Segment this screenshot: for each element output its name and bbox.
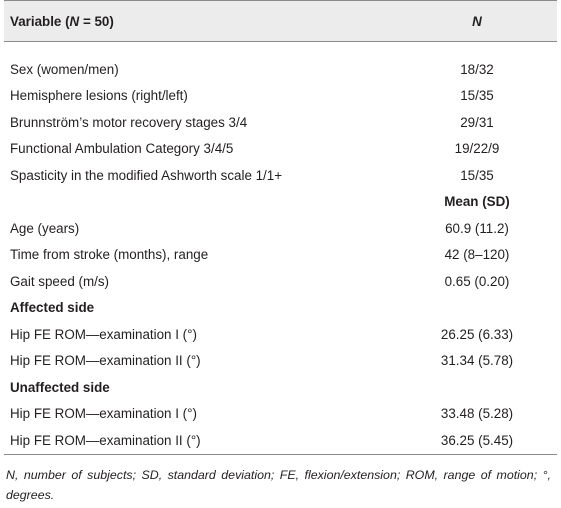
- row-label: Hip FE ROM—examination II (°): [10, 353, 201, 369]
- row-label: Hip FE ROM—examination I (°): [10, 326, 197, 342]
- demographics-table: [4, 0, 557, 455]
- n-column-header: [397, 1, 557, 42]
- table-row: [4, 427, 557, 454]
- variable-header-n: N: [69, 13, 80, 29]
- table-row: [4, 109, 557, 136]
- row-value: 15/35: [460, 167, 494, 183]
- variable-column-header: [4, 1, 397, 42]
- section-header-row: [4, 295, 557, 322]
- row-label: Time from stroke (months), range: [10, 247, 209, 263]
- row-value: 60.9 (11.2): [445, 220, 509, 236]
- row-value: 15/35: [460, 88, 494, 104]
- row-value: 31.34 (5.78): [440, 353, 514, 369]
- table-row: [4, 268, 557, 295]
- mean-sd-header: Mean (SD): [444, 194, 510, 210]
- table-row: [4, 215, 557, 242]
- mean-header-row: [4, 189, 557, 216]
- table-row: [4, 56, 557, 83]
- row-label: Hip FE ROM—examination II (°): [10, 432, 201, 448]
- table-row: [4, 321, 557, 348]
- table-row: [4, 348, 557, 375]
- row-value: 18/32: [460, 61, 494, 77]
- row-value: 26.25 (6.33): [440, 326, 514, 342]
- section-header-row: [4, 374, 557, 401]
- table-row: [4, 83, 557, 110]
- affected-side-heading: Affected side: [10, 300, 95, 316]
- row-value: 33.48 (5.28): [440, 406, 514, 422]
- variable-header-text: Variable (: [10, 13, 70, 29]
- n-header-text: N: [472, 13, 482, 29]
- table-row: [4, 242, 557, 269]
- table-row: [4, 136, 557, 163]
- row-value: 19/22/9: [454, 141, 500, 157]
- table-footnote: N, number of subjects; SD, standard deviation; FE, flexion/extension; ROM, range of motion; °, degrees.: [6, 467, 551, 502]
- row-label: Brunnström’s motor recovery stages 3/4: [10, 114, 248, 130]
- row-label: Hip FE ROM—examination I (°): [10, 406, 197, 422]
- row-value: 0.65 (0.20): [444, 273, 510, 289]
- table-row: [4, 401, 557, 428]
- row-label: Functional Ambulation Category 3/4/5: [10, 141, 234, 157]
- row-label: Hemisphere lesions (right/left): [10, 88, 188, 104]
- row-value: 42 (8–120): [444, 247, 510, 263]
- row-label: Gait speed (m/s): [10, 273, 109, 289]
- row-value: 29/31: [460, 114, 494, 130]
- unaffected-side-heading: Unaffected side: [10, 379, 110, 395]
- row-value: 36.25 (5.45): [440, 432, 514, 448]
- table-header-row: [4, 1, 557, 42]
- row-label: Spasticity in the modified Ashworth scale 1/1+: [10, 167, 283, 183]
- table-row: [4, 162, 557, 189]
- row-label: Age (years): [10, 220, 80, 236]
- variable-header-rest: = 50): [79, 13, 114, 29]
- row-label: Sex (women/men): [10, 61, 119, 77]
